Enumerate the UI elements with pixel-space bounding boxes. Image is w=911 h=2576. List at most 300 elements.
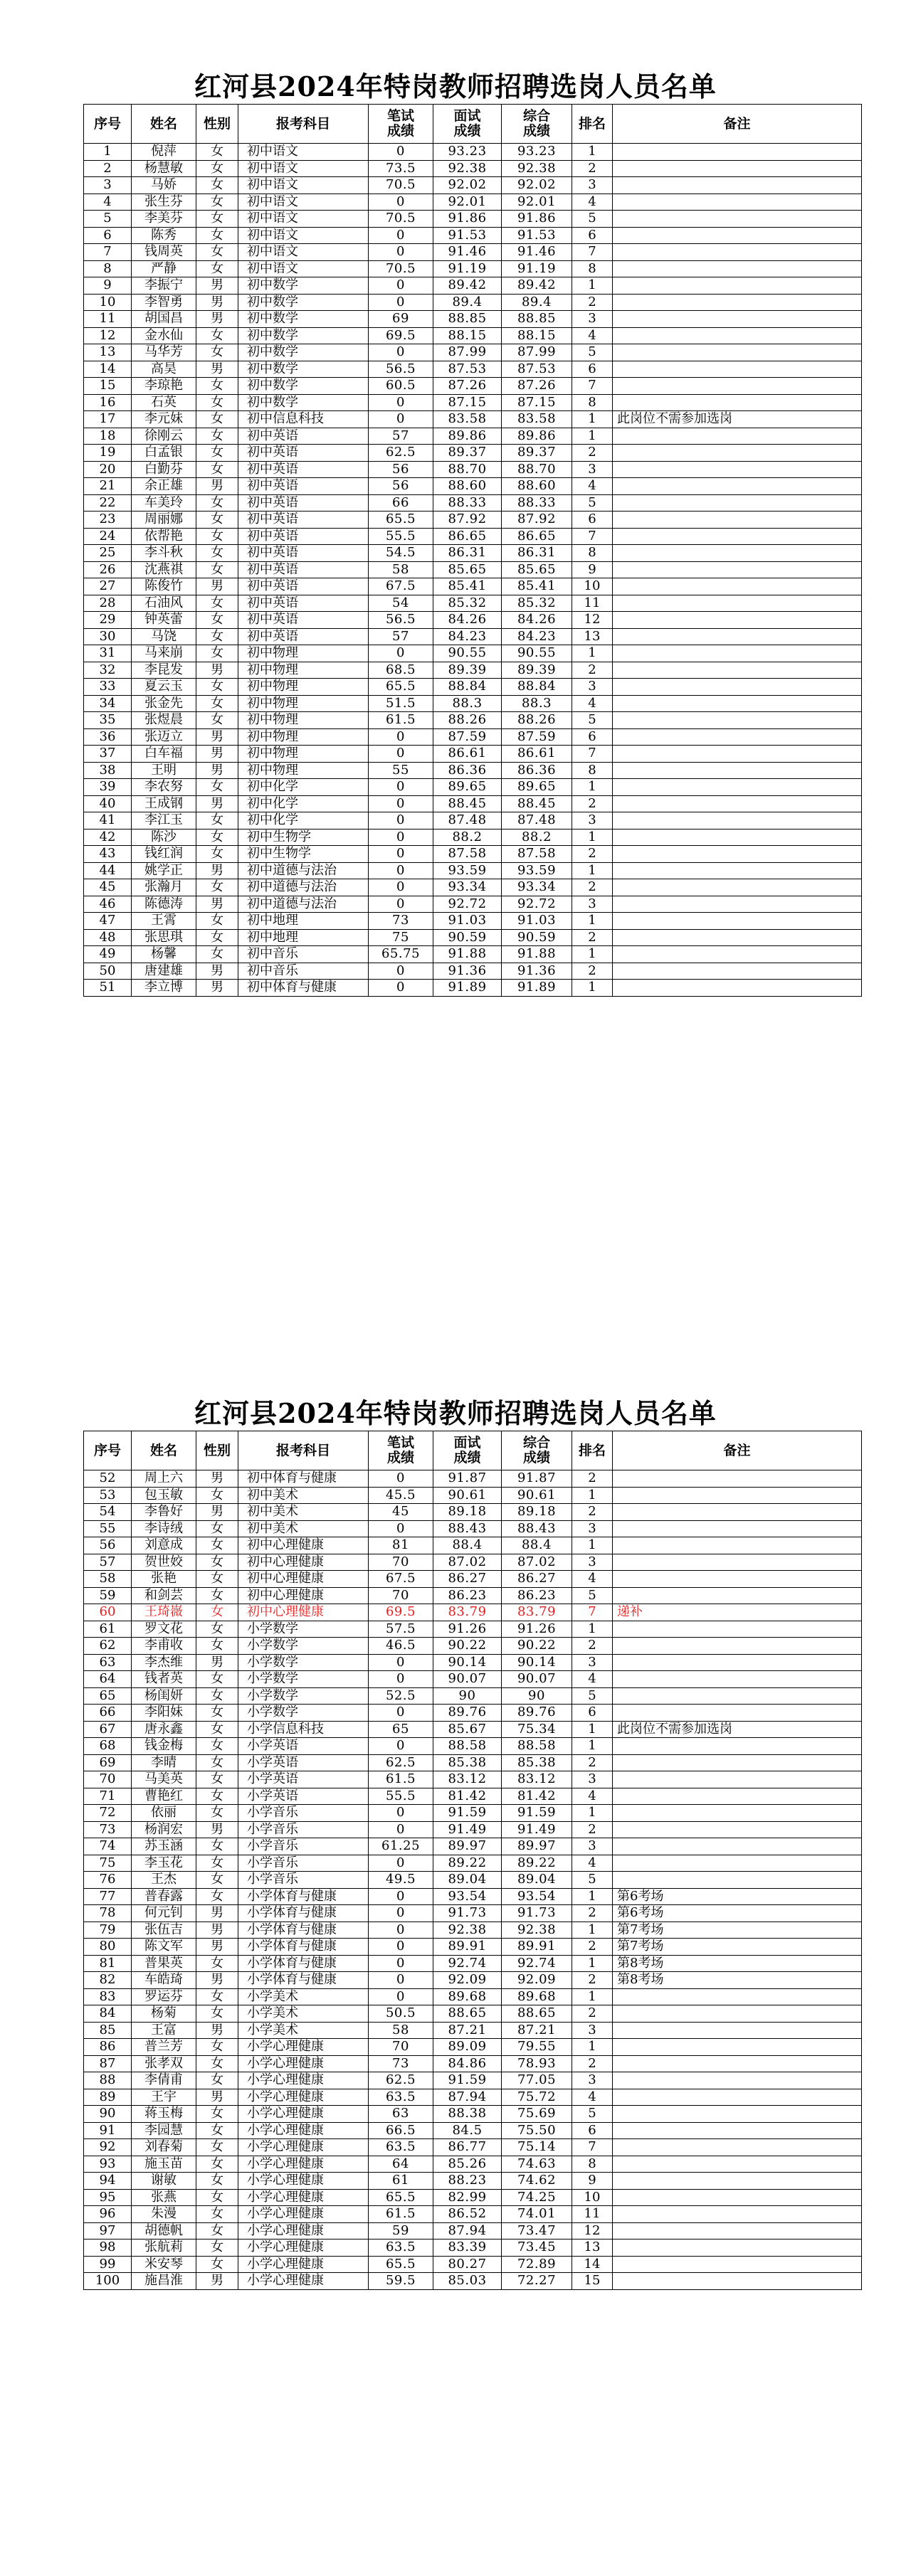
- cell-name: 普兰芳: [132, 2039, 196, 2056]
- cell-seq: 56: [84, 1537, 132, 1554]
- table-row: [84, 277, 862, 295]
- cell-written-score: 54: [369, 595, 433, 612]
- cell-seq: 96: [84, 2206, 132, 2223]
- cell-rank: 1: [572, 829, 613, 846]
- table-row: [84, 2240, 862, 2257]
- table-body: [84, 1470, 862, 2290]
- cell-name: 余正雄: [132, 478, 196, 495]
- cell-total-score: 89.39: [502, 662, 572, 679]
- table-row: [84, 2055, 862, 2072]
- cell-seq: 76: [84, 1872, 132, 1889]
- cell-name: 周上六: [132, 1470, 196, 1488]
- cell-subject: 小学心理健康: [238, 2189, 369, 2206]
- cell-name: 陈文军: [132, 1939, 196, 1956]
- cell-seq: 31: [84, 645, 132, 662]
- cell-subject: 初中美术: [238, 1487, 369, 1504]
- cell-name: 张燕: [132, 2189, 196, 2206]
- cell-interview-score: 83.12: [433, 1771, 502, 1788]
- cell-gender: 女: [196, 494, 238, 512]
- cell-total-score: 74.62: [502, 2173, 572, 2190]
- cell-total-score: 89.68: [502, 1988, 572, 2005]
- cell-seq: 78: [84, 1905, 132, 1922]
- cell-total-score: 77.05: [502, 2072, 572, 2089]
- cell-subject: 小学数学: [238, 1687, 369, 1705]
- table-row: [84, 913, 862, 930]
- cell-name: 车美玲: [132, 494, 196, 512]
- cell-total-score: 87.26: [502, 378, 572, 395]
- cell-total-score: 87.21: [502, 2022, 572, 2039]
- table-row: [84, 929, 862, 946]
- cell-total-score: 89.91: [502, 1939, 572, 1956]
- cell-subject: 初中语文: [238, 194, 369, 211]
- table-row: [84, 1504, 862, 1521]
- cell-subject: 初中化学: [238, 795, 369, 812]
- cell-interview-score: 93.59: [433, 862, 502, 879]
- cell-interview-score: 92.38: [433, 1922, 502, 1939]
- cell-name: 刘春菊: [132, 2139, 196, 2156]
- cell-interview-score: 85.38: [433, 1754, 502, 1771]
- cell-total-score: 86.61: [502, 746, 572, 763]
- cell-gender: 男: [196, 311, 238, 328]
- cell-written-score: 61.25: [369, 1838, 433, 1855]
- cell-seq: 18: [84, 428, 132, 445]
- cell-written-score: 0: [369, 1939, 433, 1956]
- cell-interview-score: 89.76: [433, 1705, 502, 1722]
- cell-total-score: 86.27: [502, 1571, 572, 1588]
- cell-remarks: [613, 679, 862, 696]
- cell-total-score: 91.86: [502, 211, 572, 228]
- cell-seq: 75: [84, 1855, 132, 1872]
- cell-total-score: 88.15: [502, 327, 572, 344]
- cell-name: 何元钊: [132, 1905, 196, 1922]
- cell-gender: 女: [196, 160, 238, 177]
- table-row: [84, 2039, 862, 2056]
- cell-gender: 女: [196, 1838, 238, 1855]
- table-row: [84, 244, 862, 261]
- cell-subject: 初中英语: [238, 428, 369, 445]
- cell-total-score: 75.50: [502, 2122, 572, 2139]
- cell-total-score: 85.38: [502, 1754, 572, 1771]
- cell-subject: 小学英语: [238, 1788, 369, 1805]
- cell-written-score: 55.5: [369, 528, 433, 545]
- table-row: [84, 1855, 862, 1872]
- table-row: [84, 227, 862, 244]
- cell-gender: 男: [196, 1470, 238, 1488]
- cell-interview-score: 86.65: [433, 528, 502, 545]
- cell-interview-score: 84.86: [433, 2055, 502, 2072]
- cell-written-score: 0: [369, 846, 433, 863]
- cell-rank: 1: [572, 1922, 613, 1939]
- cell-rank: 2: [572, 1972, 613, 1989]
- candidate-table: [83, 1431, 862, 2290]
- cell-gender: 男: [196, 361, 238, 378]
- cell-rank: 3: [572, 311, 613, 328]
- cell-interview-score: 93.34: [433, 879, 502, 896]
- cell-name: 张瀚月: [132, 879, 196, 896]
- cell-name: 张生芬: [132, 194, 196, 211]
- cell-total-score: 89.37: [502, 445, 572, 462]
- cell-rank: 2: [572, 1504, 613, 1521]
- cell-rank: 1: [572, 1721, 613, 1738]
- cell-remarks: [613, 1487, 862, 1504]
- cell-seq: 92: [84, 2139, 132, 2156]
- cell-subject: 初中物理: [238, 762, 369, 779]
- cell-written-score: 57: [369, 628, 433, 645]
- cell-written-score: 56: [369, 478, 433, 495]
- cell-written-score: 59.5: [369, 2273, 433, 2290]
- cell-gender: 女: [196, 595, 238, 612]
- cell-name: 刘意成: [132, 1537, 196, 1554]
- cell-rank: 4: [572, 1855, 613, 1872]
- cell-written-score: 0: [369, 645, 433, 662]
- header-gender: 性别: [196, 105, 238, 144]
- table-row: [84, 1470, 862, 1488]
- cell-written-score: 64: [369, 2156, 433, 2173]
- cell-subject: 初中物理: [238, 679, 369, 696]
- cell-subject: 初中数学: [238, 378, 369, 395]
- header-name: 姓名: [132, 1431, 196, 1470]
- table-row: [84, 695, 862, 712]
- cell-gender: 女: [196, 1988, 238, 2005]
- cell-remarks: [613, 2222, 862, 2240]
- cell-total-score: 92.02: [502, 177, 572, 194]
- cell-written-score: 0: [369, 779, 433, 796]
- cell-gender: 女: [196, 1687, 238, 1705]
- cell-seq: 97: [84, 2222, 132, 2240]
- cell-gender: 女: [196, 913, 238, 930]
- cell-interview-score: 89.86: [433, 428, 502, 445]
- cell-total-score: 85.32: [502, 595, 572, 612]
- cell-rank: 3: [572, 896, 613, 913]
- cell-seq: 1: [84, 144, 132, 161]
- cell-rank: 12: [572, 612, 613, 629]
- cell-rank: 2: [572, 2055, 613, 2072]
- cell-rank: 6: [572, 361, 613, 378]
- cell-rank: 2: [572, 1638, 613, 1655]
- table-row: [84, 478, 862, 495]
- cell-name: 马娇: [132, 177, 196, 194]
- cell-subject: 小学数学: [238, 1638, 369, 1655]
- cell-name: 唐建雄: [132, 963, 196, 980]
- cell-name: 马饶: [132, 628, 196, 645]
- cell-gender: 女: [196, 411, 238, 428]
- cell-subject: 小学信息科技: [238, 1721, 369, 1738]
- table-row: [84, 595, 862, 612]
- cell-written-score: 62.5: [369, 445, 433, 462]
- cell-subject: 初中数学: [238, 294, 369, 311]
- cell-name: 依丽: [132, 1805, 196, 1822]
- table-row: [84, 1487, 862, 1504]
- cell-remarks: [613, 1738, 862, 1755]
- table-row: [84, 612, 862, 629]
- cell-gender: 女: [196, 1888, 238, 1905]
- cell-written-score: 67.5: [369, 578, 433, 595]
- cell-interview-score: 89.18: [433, 1504, 502, 1521]
- cell-written-score: 66.5: [369, 2122, 433, 2139]
- cell-rank: 6: [572, 1705, 613, 1722]
- cell-rank: 1: [572, 980, 613, 997]
- cell-name: 马来崩: [132, 645, 196, 662]
- cell-seq: 45: [84, 879, 132, 896]
- table-row: [84, 2156, 862, 2173]
- cell-interview-score: 89.39: [433, 662, 502, 679]
- table-row: [84, 2005, 862, 2023]
- cell-subject: 初中语文: [238, 160, 369, 177]
- cell-interview-score: 85.65: [433, 561, 502, 578]
- cell-name: 倪萍: [132, 144, 196, 161]
- cell-written-score: 55: [369, 762, 433, 779]
- table-row: [84, 1537, 862, 1554]
- cell-subject: 初中英语: [238, 528, 369, 545]
- cell-rank: 2: [572, 294, 613, 311]
- cell-total-score: 88.58: [502, 1738, 572, 1755]
- cell-subject: 初中英语: [238, 561, 369, 578]
- cell-total-score: 88.2: [502, 829, 572, 846]
- cell-name: 张金先: [132, 695, 196, 712]
- cell-total-score: 73.47: [502, 2222, 572, 2240]
- cell-written-score: 70.5: [369, 177, 433, 194]
- cell-written-score: 65.75: [369, 946, 433, 963]
- cell-interview-score: 91.49: [433, 1821, 502, 1838]
- cell-rank: 2: [572, 1754, 613, 1771]
- table-row: [84, 795, 862, 812]
- cell-written-score: 61: [369, 2173, 433, 2190]
- cell-seq: 68: [84, 1738, 132, 1755]
- cell-rank: 1: [572, 779, 613, 796]
- table-row: [84, 762, 862, 779]
- cell-interview-score: 81.42: [433, 1788, 502, 1805]
- cell-gender: 女: [196, 2139, 238, 2156]
- cell-interview-score: 83.58: [433, 411, 502, 428]
- table-row: [84, 428, 862, 445]
- cell-gender: 女: [196, 2005, 238, 2023]
- cell-written-score: 0: [369, 963, 433, 980]
- cell-rank: 9: [572, 2173, 613, 2190]
- cell-remarks: [613, 2206, 862, 2223]
- cell-rank: 4: [572, 194, 613, 211]
- cell-name: 王明: [132, 762, 196, 779]
- cell-rank: 1: [572, 2039, 613, 2056]
- cell-total-score: 88.70: [502, 461, 572, 478]
- cell-subject: 初中语文: [238, 144, 369, 161]
- cell-written-score: 0: [369, 980, 433, 997]
- cell-total-score: 87.92: [502, 512, 572, 529]
- cell-subject: 初中数学: [238, 344, 369, 361]
- cell-gender: 女: [196, 528, 238, 545]
- cell-remarks: [613, 2055, 862, 2072]
- cell-subject: 初中物理: [238, 645, 369, 662]
- cell-name: 陈秀: [132, 227, 196, 244]
- cell-seq: 25: [84, 545, 132, 562]
- header-interview-score: 面试 成绩: [433, 105, 502, 144]
- cell-interview-score: 89.22: [433, 1855, 502, 1872]
- cell-remarks: [613, 1788, 862, 1805]
- cell-seq: 62: [84, 1638, 132, 1655]
- cell-remarks: [613, 2139, 862, 2156]
- document-page-2: [0, 1327, 911, 2290]
- cell-seq: 65: [84, 1687, 132, 1705]
- cell-interview-score: 87.21: [433, 2022, 502, 2039]
- cell-rank: 5: [572, 1687, 613, 1705]
- table-row: [84, 2072, 862, 2089]
- cell-seq: 61: [84, 1621, 132, 1638]
- cell-rank: 3: [572, 1520, 613, 1537]
- table-row: [84, 1604, 862, 1621]
- cell-gender: 女: [196, 445, 238, 462]
- cell-written-score: 54.5: [369, 545, 433, 562]
- cell-rank: 6: [572, 728, 613, 746]
- cell-gender: 女: [196, 2256, 238, 2273]
- cell-remarks: 第6考场: [613, 1888, 862, 1905]
- cell-name: 张伍吉: [132, 1922, 196, 1939]
- cell-seq: 40: [84, 795, 132, 812]
- cell-seq: 19: [84, 445, 132, 462]
- cell-gender: 女: [196, 1487, 238, 1504]
- cell-remarks: [613, 1470, 862, 1488]
- cell-subject: 小学心理健康: [238, 2055, 369, 2072]
- cell-name: 曹艳红: [132, 1788, 196, 1805]
- cell-interview-score: 88.26: [433, 712, 502, 729]
- cell-seq: 32: [84, 662, 132, 679]
- cell-interview-score: 92.02: [433, 177, 502, 194]
- cell-subject: 小学音乐: [238, 1838, 369, 1855]
- cell-remarks: [613, 2039, 862, 2056]
- cell-total-score: 89.42: [502, 277, 572, 295]
- table-row: [84, 628, 862, 645]
- cell-written-score: 51.5: [369, 695, 433, 712]
- cell-gender: 女: [196, 1554, 238, 1571]
- cell-interview-score: 86.31: [433, 545, 502, 562]
- header-subject: 报考科目: [238, 105, 369, 144]
- table-row: [84, 1638, 862, 1655]
- cell-total-score: 83.58: [502, 411, 572, 428]
- cell-interview-score: 91.26: [433, 1621, 502, 1638]
- cell-written-score: 73: [369, 913, 433, 930]
- cell-rank: 4: [572, 1671, 613, 1688]
- cell-interview-score: 92.72: [433, 896, 502, 913]
- cell-total-score: 93.59: [502, 862, 572, 879]
- cell-seq: 33: [84, 679, 132, 696]
- cell-gender: 男: [196, 762, 238, 779]
- cell-interview-score: 87.99: [433, 344, 502, 361]
- cell-subject: 小学体育与健康: [238, 1922, 369, 1939]
- cell-remarks: [613, 478, 862, 495]
- cell-gender: 女: [196, 1705, 238, 1722]
- cell-name: 王杰: [132, 1872, 196, 1889]
- cell-gender: 男: [196, 896, 238, 913]
- cell-written-score: 0: [369, 1905, 433, 1922]
- cell-total-score: 89.4: [502, 294, 572, 311]
- table-row: [84, 344, 862, 361]
- cell-seq: 43: [84, 846, 132, 863]
- cell-total-score: 88.43: [502, 1520, 572, 1537]
- cell-written-score: 68.5: [369, 662, 433, 679]
- cell-name: 白勤芬: [132, 461, 196, 478]
- table-row: [84, 1738, 862, 1755]
- cell-total-score: 85.65: [502, 561, 572, 578]
- table-row: [84, 512, 862, 529]
- cell-remarks: [613, 461, 862, 478]
- table-row: [84, 963, 862, 980]
- cell-rank: 3: [572, 177, 613, 194]
- cell-gender: 女: [196, 1621, 238, 1638]
- cell-gender: 女: [196, 1738, 238, 1755]
- cell-rank: 11: [572, 595, 613, 612]
- cell-seq: 69: [84, 1754, 132, 1771]
- cell-written-score: 0: [369, 277, 433, 295]
- cell-rank: 1: [572, 277, 613, 295]
- table-row: [84, 862, 862, 879]
- cell-name: 蒋玉梅: [132, 2106, 196, 2123]
- cell-remarks: [613, 980, 862, 997]
- cell-name: 高昊: [132, 361, 196, 378]
- cell-subject: 小学心理健康: [238, 2039, 369, 2056]
- cell-subject: 小学心理健康: [238, 2122, 369, 2139]
- cell-rank: 5: [572, 211, 613, 228]
- cell-rank: 1: [572, 1738, 613, 1755]
- cell-written-score: 0: [369, 1705, 433, 1722]
- cell-total-score: 75.14: [502, 2139, 572, 2156]
- cell-seq: 2: [84, 160, 132, 177]
- cell-total-score: 87.99: [502, 344, 572, 361]
- cell-written-score: 0: [369, 879, 433, 896]
- cell-interview-score: 89.97: [433, 1838, 502, 1855]
- cell-remarks: [613, 1705, 862, 1722]
- cell-gender: 女: [196, 1638, 238, 1655]
- cell-written-score: 45.5: [369, 1487, 433, 1504]
- cell-seq: 20: [84, 461, 132, 478]
- table-row: [84, 679, 862, 696]
- cell-written-score: 0: [369, 1671, 433, 1688]
- cell-gender: 女: [196, 327, 238, 344]
- cell-rank: 1: [572, 1805, 613, 1822]
- cell-gender: 女: [196, 645, 238, 662]
- cell-gender: 男: [196, 1922, 238, 1939]
- cell-gender: 男: [196, 1654, 238, 1671]
- cell-remarks: [613, 645, 862, 662]
- table-body: [84, 144, 862, 997]
- cell-name: 和剑芸: [132, 1587, 196, 1604]
- cell-interview-score: 87.94: [433, 2222, 502, 2240]
- cell-subject: 初中物理: [238, 728, 369, 746]
- cell-total-score: 89.18: [502, 1504, 572, 1521]
- cell-rank: 3: [572, 2022, 613, 2039]
- cell-rank: 1: [572, 1955, 613, 1972]
- cell-written-score: 65.5: [369, 2256, 433, 2273]
- cell-subject: 小学体育与健康: [238, 1955, 369, 1972]
- cell-rank: 2: [572, 1821, 613, 1838]
- cell-rank: 2: [572, 879, 613, 896]
- cell-total-score: 91.87: [502, 1470, 572, 1488]
- cell-written-score: 50.5: [369, 2005, 433, 2023]
- cell-total-score: 75.72: [502, 2089, 572, 2106]
- cell-remarks: [613, 2022, 862, 2039]
- cell-seq: 29: [84, 612, 132, 629]
- cell-interview-score: 91.87: [433, 1470, 502, 1488]
- cell-subject: 小学数学: [238, 1654, 369, 1671]
- cell-remarks: 此岗位不需参加选岗: [613, 1721, 862, 1738]
- cell-remarks: [613, 194, 862, 211]
- cell-remarks: [613, 595, 862, 612]
- cell-remarks: [613, 311, 862, 328]
- cell-seq: 22: [84, 494, 132, 512]
- cell-remarks: [613, 1872, 862, 1889]
- cell-written-score: 0: [369, 394, 433, 411]
- cell-subject: 初中英语: [238, 461, 369, 478]
- cell-subject: 初中道德与法治: [238, 879, 369, 896]
- cell-subject: 初中生物学: [238, 829, 369, 846]
- table-row: [84, 2273, 862, 2290]
